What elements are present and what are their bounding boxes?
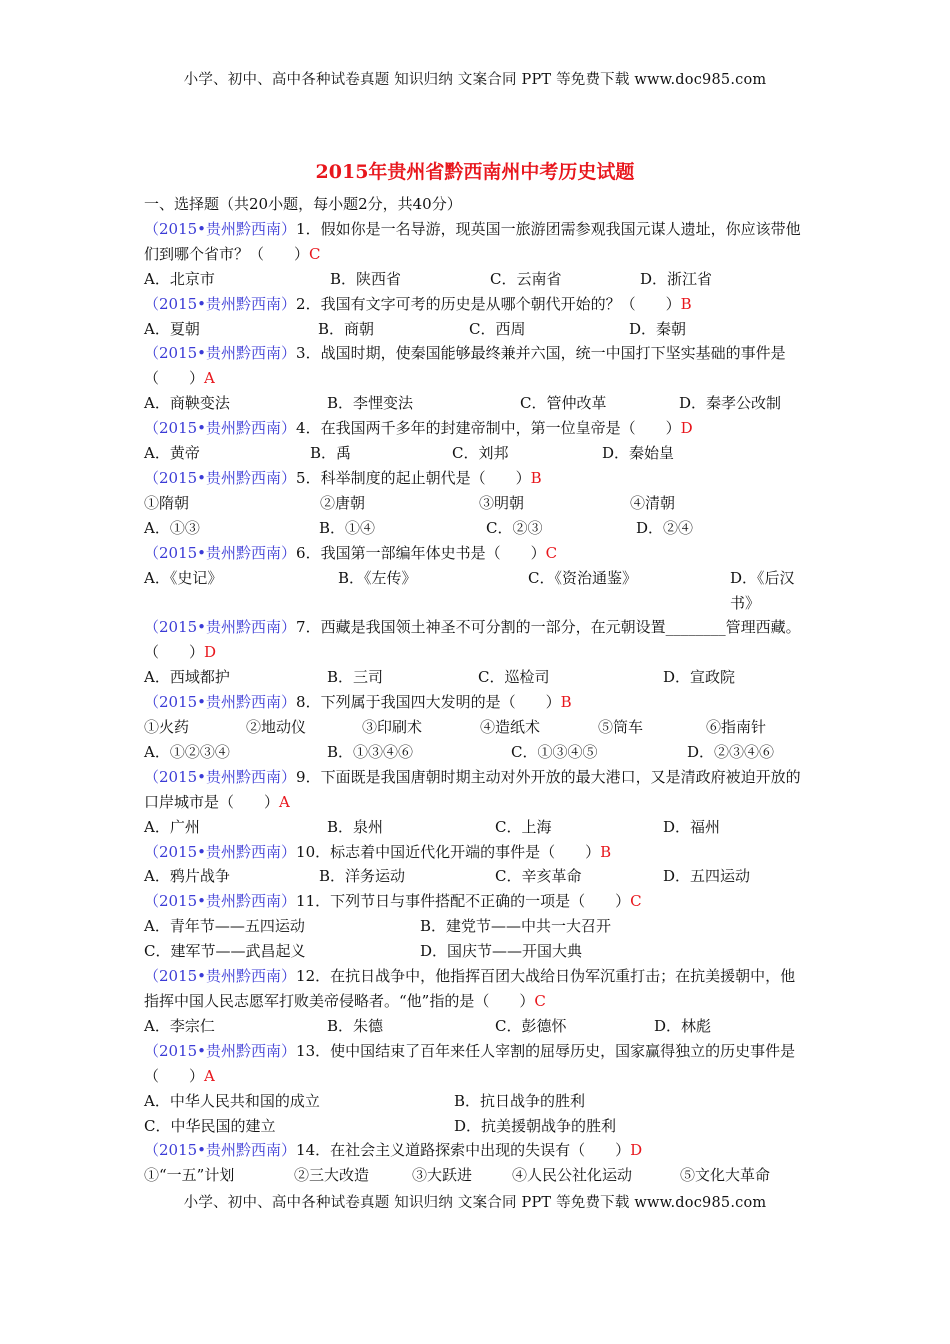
item-4: ④人民公社化运动	[512, 1166, 633, 1185]
option-a: A．商鞅变法	[144, 394, 230, 413]
question-source: （2015•贵州黔西南）	[144, 294, 297, 313]
question-source: （2015•贵州黔西南）	[144, 543, 297, 562]
option-a: A．广州	[144, 817, 200, 836]
question-9	[144, 765, 809, 815]
question-4	[144, 416, 809, 441]
question-text: 9．下面既是我国唐朝时期主动对外开放的最大港口，又是清政府被迫开放的口岸城市是（ ）	[144, 767, 801, 811]
option-a: A．鸦片战争	[144, 867, 230, 886]
option-d: D．福州	[663, 817, 721, 836]
section-heading: 一、选择题（共20小题，每小题2分，共40分）	[144, 195, 462, 213]
item-3: ③印刷术	[362, 718, 423, 737]
option-c: C．管仲改革	[520, 394, 607, 413]
options-row	[144, 441, 809, 466]
question-text: 8．下列属于我国四大发明的是（ ）	[296, 693, 561, 712]
option-c: C．云南省	[490, 269, 562, 288]
option-b: B．三司	[327, 668, 384, 687]
option-d: D．②③④⑥	[687, 742, 775, 761]
answer-key: D	[630, 1141, 643, 1160]
option-a: A．中华人民共和国的成立	[144, 1091, 320, 1110]
item-1: ①“一五”计划	[144, 1166, 235, 1185]
question-5	[144, 466, 809, 491]
options-row	[144, 1089, 809, 1114]
answer-key: A	[204, 1066, 215, 1085]
item-4: ④造纸术	[480, 718, 541, 737]
question-text: 5．科举制度的起止朝代是（ ）	[296, 468, 531, 487]
question-source: （2015•贵州黔西南）	[144, 219, 297, 238]
option-c: C．上海	[495, 817, 552, 836]
option-b: B．①③④⑥	[327, 742, 414, 761]
options-row	[144, 815, 809, 840]
option-a: A．李宗仁	[144, 1016, 215, 1035]
item-1: ①火药	[144, 718, 190, 737]
question-source: （2015•贵州黔西南）	[144, 767, 297, 786]
question-7	[144, 615, 809, 665]
question-source: （2015•贵州黔西南）	[144, 842, 297, 861]
option-c: C．《资治通鉴》	[528, 568, 637, 587]
answer-key: D	[680, 419, 693, 438]
question-source: （2015•贵州黔西南）	[144, 967, 297, 986]
item-3: ③明朝	[479, 493, 525, 512]
question-text: 2．我国有文字可考的历史是从哪个朝代开始的？（ ）	[296, 294, 681, 313]
question-text: 10．标志着中国近代化开端的事件是（ ）	[296, 842, 601, 861]
answer-key: A	[279, 792, 290, 811]
option-b: B．李悝变法	[327, 394, 414, 413]
items-row	[144, 1163, 809, 1188]
option-a: A．北京市	[144, 269, 215, 288]
question-text: 1．假如你是一名导游，现英国一旅游团需参观我国元谋人遗址，你应该带他们到哪个省市？（ ）	[144, 219, 801, 263]
option-d: D．浙江省	[640, 269, 713, 288]
answer-key: C	[309, 244, 321, 263]
question-2	[144, 292, 809, 317]
option-a: A．《史记》	[144, 568, 223, 587]
option-b: B．《左传》	[338, 568, 417, 587]
answer-key: C	[545, 543, 558, 562]
option-c: C．彭德怀	[495, 1016, 567, 1035]
option-b: B．洋务运动	[319, 867, 406, 886]
option-d: D．抗美援朝战争的胜利	[454, 1116, 617, 1135]
option-c: C．中华民国的建立	[144, 1116, 276, 1135]
option-d: D．秦朝	[629, 319, 687, 338]
option-b: B．①④	[319, 518, 376, 537]
option-b: B．泉州	[327, 817, 384, 836]
question-14	[144, 1138, 809, 1163]
option-b: B．朱德	[327, 1016, 384, 1035]
question-source: （2015•贵州黔西南）	[144, 618, 297, 637]
option-c: C．建军节——武昌起义	[144, 942, 306, 961]
option-c: C．辛亥革命	[495, 867, 582, 886]
options-row	[144, 267, 809, 292]
question-12	[144, 964, 809, 1014]
answer-key: C	[534, 992, 546, 1010]
question-source: （2015•贵州黔西南）	[144, 693, 297, 712]
item-2: ②地动仪	[246, 718, 307, 737]
option-c: C．刘邦	[452, 444, 509, 463]
option-a: A．①②③④	[144, 742, 230, 761]
question-8	[144, 690, 809, 715]
option-b: B．商朝	[318, 319, 375, 338]
question-source: （2015•贵州黔西南）	[144, 1041, 297, 1060]
item-2: ②唐朝	[320, 493, 366, 512]
question-text: 11．下列节日与事件搭配不正确的一项是（ ）	[296, 892, 631, 911]
option-d: D．林彪	[654, 1016, 712, 1035]
option-a: A．①③	[144, 518, 200, 537]
options-row	[144, 516, 809, 541]
question-text: 7．西藏是我国领土神圣不可分割的一部分，在元朝设置________管理西藏。（ ）	[144, 618, 801, 662]
option-c: C．②③	[486, 518, 543, 537]
question-1	[144, 217, 809, 267]
question-source: （2015•贵州黔西南）	[144, 468, 297, 487]
question-11	[144, 889, 809, 914]
options-row	[144, 391, 809, 416]
question-source: （2015•贵州黔西南）	[144, 419, 297, 438]
option-a: A．夏朝	[144, 319, 200, 338]
item-5: ⑤筒车	[598, 718, 644, 737]
question-text: 14．在社会主义道路探索中出现的失误有（ ）	[296, 1141, 631, 1160]
answer-key: B	[600, 842, 612, 861]
items-row	[144, 715, 809, 740]
options-row	[144, 864, 809, 889]
answer-key: D	[204, 643, 217, 662]
answer-key: B	[560, 693, 572, 712]
page-header: 小学、初中、高中各种试卷真题 知识归纳 文案合同 PPT 等免费下载 www.doc985.com	[183, 72, 767, 88]
item-6: ⑥指南针	[706, 718, 767, 737]
options-row	[144, 1014, 809, 1039]
option-d: D．五四运动	[663, 867, 751, 886]
option-a: A．西域都护	[144, 668, 230, 687]
item-3: ③大跃进	[412, 1166, 473, 1185]
option-b: B．陕西省	[330, 269, 402, 288]
question-text: 13．使中国结束了百年来任人宰割的屈辱历史，国家赢得独立的历史事件是（ ）	[144, 1041, 796, 1085]
items-row	[144, 491, 809, 516]
question-text: 12．在抗日战争中，他指挥百团大战给日伪军沉重打击；在抗美援朝中，他指挥中国人民志愿军打败美帝侵略者。“他”指的是（ ）	[144, 967, 796, 1010]
answer-key: B	[530, 468, 542, 487]
question-list	[144, 192, 809, 1188]
page-footer: 小学、初中、高中各种试卷真题 知识归纳 文案合同 PPT 等免费下载 www.doc985.com	[183, 1195, 767, 1211]
option-d: D．秦孝公改制	[679, 394, 782, 413]
option-a: A．黄帝	[144, 444, 200, 463]
question-source: （2015•贵州黔西南）	[144, 892, 297, 911]
option-b: B．禹	[310, 444, 352, 463]
page-title: 2015年贵州省黔西南州中考历史试题	[315, 161, 635, 183]
option-d: D．秦始皇	[602, 444, 675, 463]
question-10	[144, 840, 809, 865]
options-row	[144, 914, 809, 939]
question-text: 4．在我国两千多年的封建帝制中，第一位皇帝是（ ）	[296, 419, 681, 438]
option-c: C．巡检司	[478, 668, 550, 687]
question-13	[144, 1039, 809, 1089]
option-c: C．①③④⑤	[511, 742, 598, 761]
item-1: ①隋朝	[144, 493, 190, 512]
options-row	[144, 665, 809, 690]
options-row	[144, 317, 809, 342]
question-source: （2015•贵州黔西南）	[144, 1141, 297, 1160]
item-4: ④清朝	[630, 493, 676, 512]
option-c: C．西周	[469, 319, 526, 338]
item-2: ②三大改造	[294, 1166, 370, 1185]
question-text: 6．我国第一部编年体史书是（ ）	[296, 543, 546, 562]
option-b: B．抗日战争的胜利	[454, 1091, 586, 1110]
option-a: A．青年节——五四运动	[144, 917, 305, 936]
answer-key: C	[630, 892, 642, 911]
options-row	[144, 740, 809, 765]
option-d: D．②④	[636, 518, 694, 537]
answer-key: B	[680, 294, 692, 313]
item-5: ⑤文化大革命	[680, 1166, 771, 1185]
question-text: 3．战国时期，使秦国能够最终兼并六国，统一中国打下坚实基础的事件是（ ）	[144, 344, 786, 388]
question-source: （2015•贵州黔西南）	[144, 344, 297, 363]
answer-key: A	[204, 369, 215, 388]
question-3	[144, 341, 809, 391]
options-row	[144, 939, 809, 964]
question-6	[144, 541, 809, 566]
options-row	[144, 1114, 809, 1139]
option-d: D．国庆节——开国大典	[420, 942, 583, 961]
option-d: D．宣政院	[663, 668, 736, 687]
option-d: D．《后汉书》	[730, 568, 795, 612]
options-row	[144, 566, 809, 616]
option-b: B．建党节——中共一大召开	[420, 917, 612, 936]
